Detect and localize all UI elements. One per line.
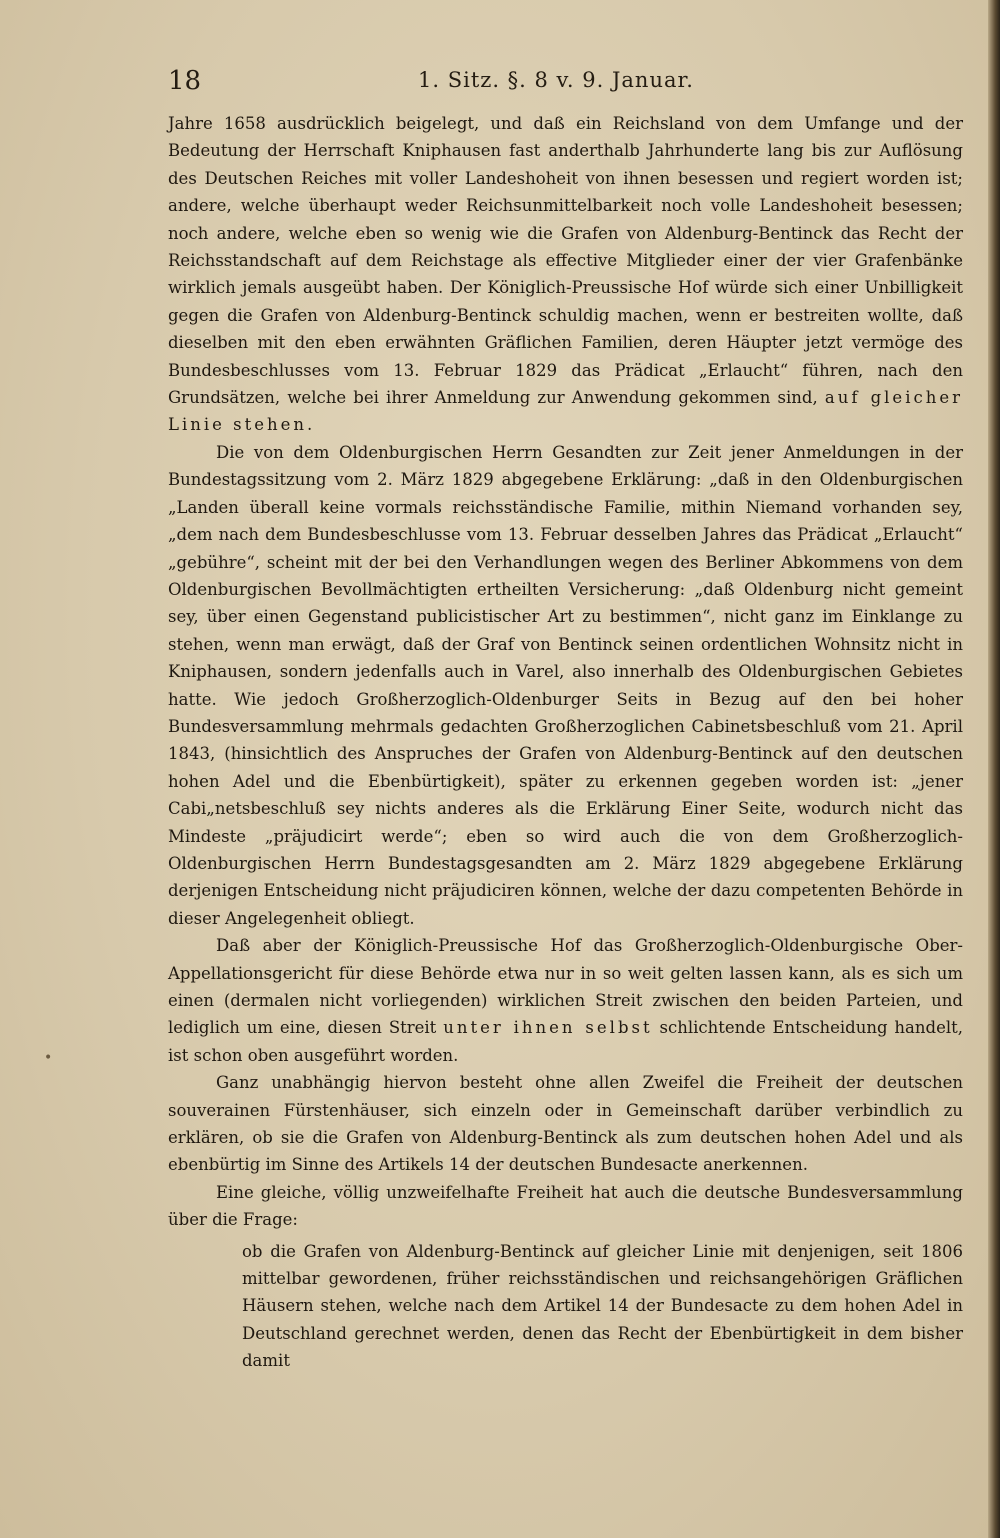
quoted-question: [242, 1238, 963, 1375]
paragraph-2: [168, 439, 963, 932]
emphasized-text: auf gleicher Linie stehen: [168, 388, 963, 435]
paragraph-3: [168, 932, 963, 1069]
body-text: [168, 110, 963, 1375]
paragraph-4: [168, 1069, 963, 1179]
paragraph-5: [168, 1179, 963, 1234]
text-segment: ob die Grafen von Aldenburg-Bentinck auf gleicher Linie mit denjenigen, seit 1806 mittelbar gewordenen, früher reichsständischen und reichsangehörigen Gräflichen Häusern stehen, welche nach dem Artikel 14 der Bundesacte zu dem hohen Adel in Deutschland gerechnet werden, denen das Recht der Ebenbürtigkeit in dem bisher damit: [242, 1241, 963, 1371]
running-head: 1. Sitz. §. 8 v. 9. Januar.: [418, 68, 694, 92]
text-segment: Daß aber der Königlich-Preussische Hof das Großherzoglich-Oldenburgische Ober-Appellationsgericht für diese Behörde etwa nur in so weit gelten lassen kann, als es sich um einen (dermalen nicht vorliegenden) wirklichen Streit zwischen den beiden Parteien, und lediglich um eine, diesen Streit: [168, 936, 963, 1038]
text-segment: Die von dem Oldenburgischen Herrn Gesandten zur Zeit jener Anmeldungen in der Bundestagssitzung vom 2. März 1829 abgegebene Erklärung: „daß in den Oldenburgischen „Landen überall keine vormals reichsständische Familie, mithin Niemand vorhanden sey, „dem nach dem Bundesbeschlusse vom 13. Februar desselben Jahres das Prädicat „Erlaucht“ „gebühre“, scheint mit der bei den Verhandlungen wegen des Berliner Abkommens von dem Oldenburgischen Bevollmächtigten ertheilten Versicherung: „daß Oldenburg nicht gemeint sey, über einen Gegenstand publicistischer Art zu bestimmen“, nicht ganz im Einklange zu stehen, wenn man erwägt, daß der Graf von Bentinck seinen ordentlichen Wohnsitz nicht in Kniphausen, sondern jedenfalls auch in Varel, also innerhalb des Oldenburgischen Gebietes hatte. Wie jedoch Großherzoglich-Oldenburger Seits in Bezug auf den bei hoher Bundesversammlung mehrmals gedachten Großherzoglichen Cabinetsbeschluß vom 21. April 1843, (hinsichtlich des Anspruches der Grafen von Aldenburg-Bentinck auf den deutschen hohen Adel und die Ebenbürtigkeit), später zu erkennen gegeben worden ist: „jener Cabi„netsbeschluß sey nichts anderes als die Erklärung Einer Seite, wodurch nicht das Mindeste „präjudicirt werde“; eben so wird auch die von dem Großherzoglich-Oldenburgischen Herrn Bundestagsgesandten am 2. März 1829 abgegebene Erklärung derjenigen Entscheidung nicht präjudiciren können, welche der dazu competenten Behörde in dieser Angelegenheit obliegt.: [168, 442, 963, 928]
text-segment: Ganz unabhängig hiervon besteht ohne allen Zweifel die Freiheit der deutschen souverainen Fürstenhäuser, sich einzeln oder in Gemeinschaft darüber verbindlich zu erklären, ob sie die Grafen von Aldenburg-Bentinck als zum deutschen hohen Adel und als ebenbürtig im Sinne des Artikels 14 der deutschen Bundesacte anerkennen.: [168, 1073, 963, 1175]
text-segment: .: [307, 415, 313, 435]
text-segment: Jahre 1658 ausdrücklich beigelegt, und daß ein Reichsland von dem Umfange und der Bedeutung der Herrschaft Kniphausen fast anderthalb Jahrhunderte lang bis zur Auflösung des Deutschen Reiches mit voller Landeshoheit von ihnen besessen und regiert worden ist; andere, welche überhaupt weder Reichsunmittelbarkeit noch volle Landeshoheit besessen; noch andere, welche eben so wenig wie die Grafen von Aldenburg-Bentinck das Recht der Reichsstandschaft auf dem Reichstage als effective Mitglieder einer der vier Grafenbänke wirklich jemals ausgeübt haben. Der Königlich-Preussische Hof würde sich einer Unbilligkeit gegen die Grafen von Aldenburg-Bentinck schuldig machen, wenn er bestreiten wollte, daß dieselben mit den eben erwähnten Gräflichen Familien, deren Häupter jetzt vermöge des Bundesbeschlusses vom 13. Februar 1829 das Prädicat „Erlaucht“ führen, nach den Grundsätzen, welche bei ihrer Anmeldung zur Anwendung gekommen sind,: [168, 114, 963, 408]
text-segment: Eine gleiche, völlig unzweifelhafte Freiheit hat auch die deutsche Bundesversammlung über die Frage:: [168, 1182, 963, 1230]
margin-dot: •: [44, 1050, 53, 1066]
paragraph-1: [168, 110, 963, 439]
page-number: 18: [168, 66, 202, 96]
page-header: [168, 66, 968, 102]
emphasized-text: unter ihnen selbst: [443, 1018, 653, 1038]
text-segment: schlichtende Entscheidung handelt, ist schon oben ausgeführt worden.: [168, 1018, 963, 1065]
book-edge-shadow: [988, 0, 1000, 1538]
